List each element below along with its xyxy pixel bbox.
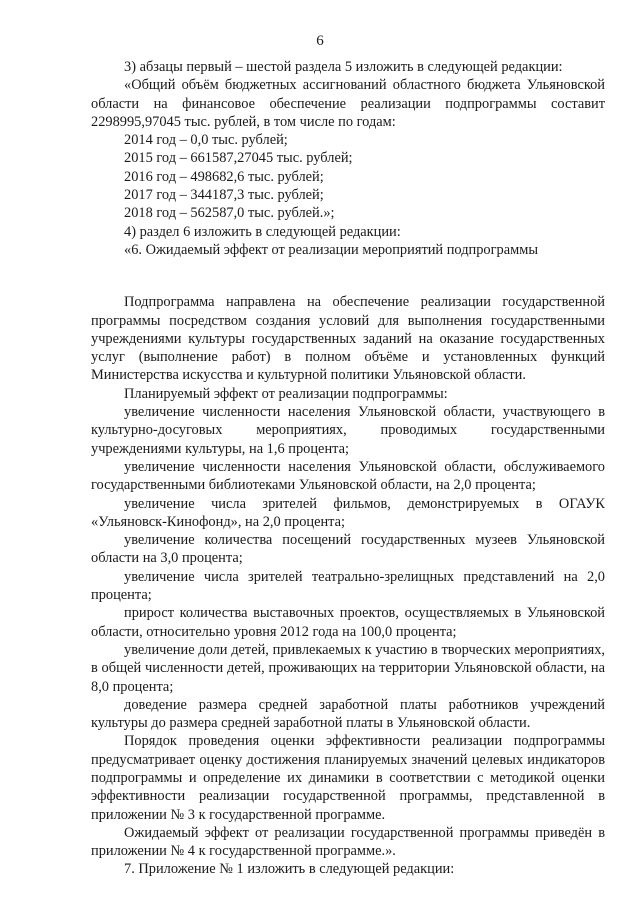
paragraph: 7. Приложение № 1 изложить в следующей редакции: xyxy=(124,861,455,878)
list-item: увеличение доли детей, привлекаемых к участию в творческих мероприятиях, в общей численности детей, проживающих на территории Ульяновской области, на 8,0 процента; xyxy=(91,641,605,695)
list-item: увеличение числа зрителей театрально-зрелищных представлений на 2,0 процента; xyxy=(91,568,605,604)
paragraph: Подпрограмма направлена на обеспечение реализации государственной программы посредством создания условий для выполнения государственными учреждениями культуры государственных заданий на оказание государственных услуг (выполнение работ) в полном объёме и установленных функций Министерства искусства и культурной политики Ульяновской области. xyxy=(91,294,605,384)
year-line: 2018 год – 562587,0 тыс. рублей.»; xyxy=(124,205,335,222)
paragraph: «Общий объём бюджетных ассигнований областного бюджета Ульяновской области на финансовое обеспечение реализации подпрограммы составит 2298995,97045 тыс. рублей, в том числе по годам: xyxy=(91,77,605,130)
paragraph: Планируемый эффект от реализации подпрограммы: xyxy=(124,385,448,402)
year-line: 2015 год – 661587,27045 тыс. рублей; xyxy=(124,150,353,167)
document-body xyxy=(91,58,605,879)
year-line: 2014 год – 0,0 тыс. рублей; xyxy=(124,132,288,149)
year-line: 2017 год – 344187,3 тыс. рублей; xyxy=(124,187,324,204)
year-line: 2016 год – 498682,6 тыс. рублей; xyxy=(124,168,324,185)
paragraph: 4) раздел 6 изложить в следующей редакции: xyxy=(124,223,401,240)
paragraph: 3) абзацы первый – шестой раздела 5 изложить в следующей редакции: xyxy=(124,59,563,75)
section-title: «6. Ожидаемый эффект от реализации мероприятий подпрограммы xyxy=(124,241,538,258)
list-item: увеличение численности населения Ульяновской области, обслуживаемого государственными библиотеками Ульяновской области, на 2,0 процента; xyxy=(91,458,605,494)
spacer xyxy=(91,259,605,293)
list-item: доведение размера средней заработной платы работников учреждений культуры до размера средней заработной платы в Ульяновской области. xyxy=(91,696,605,732)
paragraph: Порядок проведения оценки эффективности реализации подпрограммы предусматривает оценку достижения планируемых значений целевых индикаторов подпрограммы и определение их динамики в соответствии с методикой оценки эффективности реализации государственной программы, представленной в приложении № 3 к государственной программе. xyxy=(91,733,605,823)
page-number: 6 xyxy=(316,33,324,49)
list-item: увеличение количества посещений государственных музеев Ульяновской области на 3,0 процента; xyxy=(91,532,605,567)
list-item: увеличение численности населения Ульяновской области, участвующего в культурно-досуговых мероприятиях, проводимых государственными учреждениями культуры, на 1,6 процента; xyxy=(91,404,605,457)
paragraph: Ожидаемый эффект от реализации государственной программы приведён в приложении № 4 к государственной программе.». xyxy=(91,824,605,860)
list-item: увеличение числа зрителей фильмов, демонстрируемых в ОГАУК «Ульяновск-Кинофонд», на 2,0 процента; xyxy=(91,495,605,530)
list-item: прирост количества выставочных проектов, осуществляемых в Ульяновской области, относительно уровня 2012 года на 100,0 процента; xyxy=(91,605,605,640)
